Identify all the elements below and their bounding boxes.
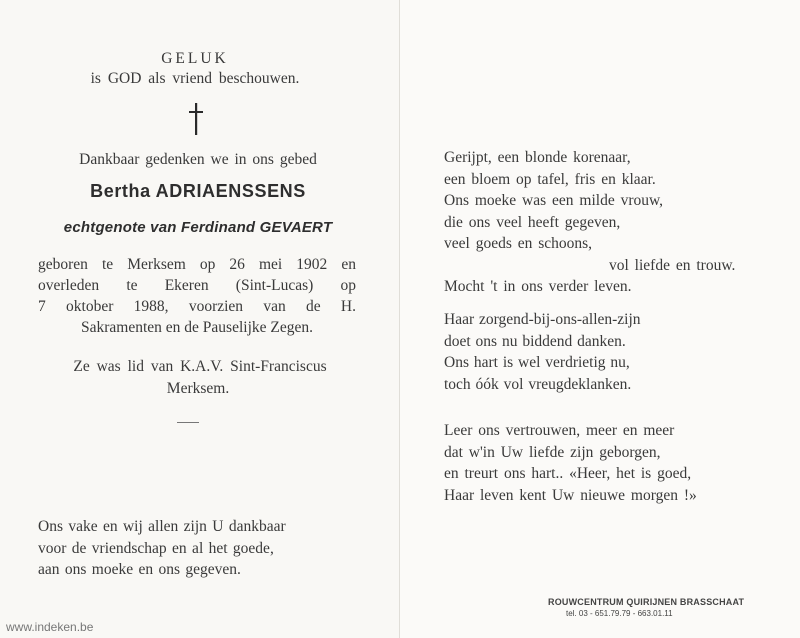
poem-stanza-1 xyxy=(444,147,735,298)
poem-line: Mocht 't in ons verder leven. xyxy=(444,278,632,295)
spouse-line: echtgenote van Ferdinand GEVAERT xyxy=(63,219,333,236)
bio-paragraph xyxy=(38,254,356,338)
poem-line: veel goeds en schoons, xyxy=(444,235,593,252)
membership-line-1: Ze was lid van K.A.V. Sint-Franciscus xyxy=(73,358,327,375)
poem-line: een bloem op tafel, fris en klaar. xyxy=(444,170,656,188)
poem-stanza-2 xyxy=(444,309,641,395)
poem-line: dat w'in Uw liefde zijn geborgen, xyxy=(444,443,661,461)
poem-line: vol liefde en trouw. xyxy=(609,256,736,274)
thanks-line: aan ons moeke en ons gegeven. xyxy=(38,561,241,578)
thanks-line: voor de vriendschap en al het goede, xyxy=(38,539,274,557)
intro-text: Dankbaar gedenken we in ons gebed xyxy=(79,151,317,168)
printer-phone: tel. 03 - 651.79.79 - 663.01.11 xyxy=(566,609,673,618)
thanks-line: Ons vake en wij allen zijn U dankbaar xyxy=(38,518,286,535)
membership-line-2: Merksem. xyxy=(166,380,230,397)
poem-stanza-3 xyxy=(444,420,697,506)
right-card-panel xyxy=(400,0,800,638)
bio-line: geboren te Merksem op 26 mei 1902 en xyxy=(38,256,356,273)
poem-line: Haar leven kent Uw nieuwe morgen !» xyxy=(444,486,697,504)
watermark-text: www.indeken.be xyxy=(6,620,94,634)
poem-line: Haar zorgend-bij-ons-allen-zijn xyxy=(444,311,641,328)
poem-line: en treurt ons hart.. «Heer, het is goed, xyxy=(444,465,692,482)
poem-line: toch óók vol vreugdeklanken. xyxy=(444,375,632,393)
poem-line: Gerijpt, een blonde korenaar, xyxy=(444,149,631,166)
thanks-paragraph xyxy=(38,516,286,581)
motto-title: GELUK xyxy=(161,50,229,67)
bio-line: overleden te Ekeren (Sint-Lucas) op xyxy=(38,277,356,294)
poem-line: die ons veel heeft gegeven, xyxy=(444,213,621,231)
deceased-name: Bertha ADRIAENSSENS xyxy=(90,181,306,201)
divider xyxy=(177,422,199,423)
printer-name: ROUWCENTRUM QUIRIJNEN BRASSCHAAT xyxy=(548,597,745,607)
bio-line: Sakramenten en de Pauselijke Zegen. xyxy=(81,319,313,336)
cross-icon xyxy=(188,103,204,135)
poem-line: Ons hart is wel verdrietig nu, xyxy=(444,354,630,371)
bio-line: 7 oktober 1988, voorzien van de H. xyxy=(38,298,356,315)
poem-line: Leer ons vertrouwen, meer en meer xyxy=(444,422,675,439)
poem-line: Ons moeke was een milde vrouw, xyxy=(444,192,664,209)
poem-line: doet ons nu biddend danken. xyxy=(444,332,626,350)
motto-line: is GOD als vriend beschouwen. xyxy=(90,70,300,87)
